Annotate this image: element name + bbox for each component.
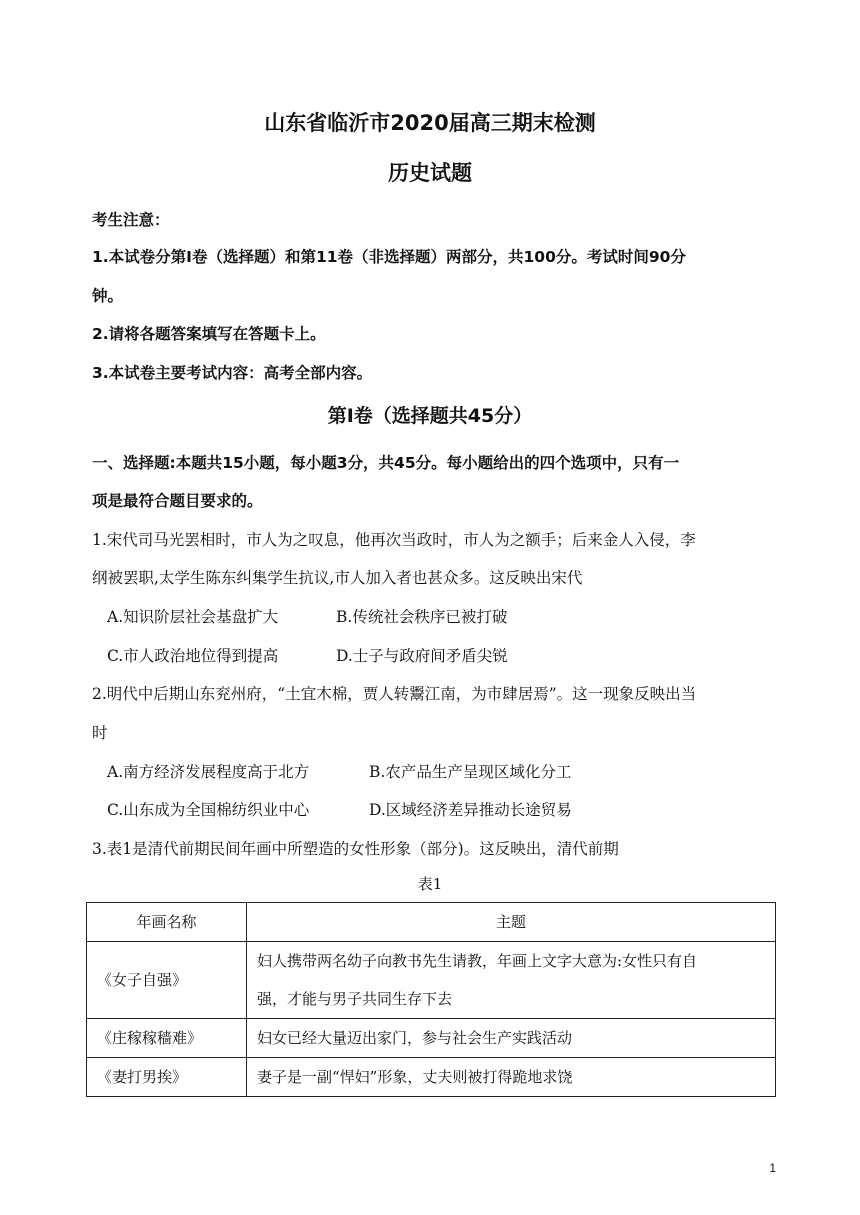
question-2-option-a: A.南方经济发展程度高于北方 xyxy=(107,763,310,781)
table-row xyxy=(87,1019,776,1058)
question-1-option-c: C.市人政治地位得到提高 xyxy=(107,647,279,665)
data-table xyxy=(86,902,776,1097)
table-cell-theme-line: 强，才能与男子共同生存下去 xyxy=(257,990,453,1008)
section-intro: 一、选择题:本题共15小题，每小题3分，共45分。每小题给出的四个选项中，只有一 xyxy=(92,454,680,472)
question-2-stem-cont: 时 xyxy=(92,724,108,742)
question-2-option-b: B.农产品生产呈现区域化分工 xyxy=(369,763,572,781)
table-cell-name: 《妻打男挨》 xyxy=(87,1058,247,1097)
question-2-option-c: C.山东成为全国棉纺织业中心 xyxy=(107,801,310,819)
exam-title: 山东省临沂市2020届高三期末检测 xyxy=(264,111,596,135)
section-title: 第Ⅰ卷（选择题共45分） xyxy=(327,405,533,427)
question-1-stem: 1.宋代司马光罢相时，市人为之叹息，他再次当政时，市人为之额手；后来金人入侵，李 xyxy=(92,531,696,549)
table-cell-theme xyxy=(247,942,776,1019)
notice-heading: 考生注意： xyxy=(92,211,170,229)
question-1-option-b: B.传统社会秩序已被打破 xyxy=(336,608,508,626)
table-cell-theme: 妻子是一副“悍妇”形象，丈夫则被打得跪地求饶 xyxy=(247,1058,776,1097)
question-3-stem: 3.表1是清代前期民间年画中所塑造的女性形象（部分)。这反映出，清代前期 xyxy=(92,840,619,858)
table-header-row xyxy=(87,903,776,942)
question-1-option-a: A.知识阶层社会基盘扩大 xyxy=(107,608,279,626)
question-1-option-d: D.士子与政府间矛盾尖锐 xyxy=(336,647,508,665)
question-1-stem-cont: 纲被罢职,太学生陈东纠集学生抗议,市人加入者也甚众多。这反映出宋代 xyxy=(92,569,583,587)
table-cell-theme-line: 妇人携带两名幼子向教书先生请教，年画上文字大意为:女性只有自 xyxy=(257,952,698,970)
table-row xyxy=(87,1058,776,1097)
table-caption: 表1 xyxy=(417,875,443,893)
notice-item-1-cont: 钟。 xyxy=(92,287,124,305)
table-cell-theme: 妇女已经大量迈出家门，参与社会生产实践活动 xyxy=(247,1019,776,1058)
question-2-option-d: D.区域经济差异推动长途贸易 xyxy=(369,801,572,819)
exam-subtitle: 历史试题 xyxy=(388,161,472,185)
notice-item-1: 1.本试卷分第Ⅰ卷（选择题）和第11卷（非选择题）两部分，共100分。考试时间90分 xyxy=(92,248,686,266)
question-2-stem: 2.明代中后期山东兖州府，“土宜木棉，贾人转鬻江南，为市肆居焉”。这一现象反映出当 xyxy=(92,685,697,703)
page-number: 1 xyxy=(769,1161,776,1175)
table-row xyxy=(87,942,776,1019)
table-cell-name: 《庄稼稼穑难》 xyxy=(87,1019,247,1058)
section-intro-cont: 项是最符合题目要求的。 xyxy=(92,492,263,510)
table-header-theme: 主题 xyxy=(247,903,776,942)
notice-item-2: 2.请将各题答案填写在答题卡上。 xyxy=(92,325,326,343)
notice-item-3: 3.本试卷主要考试内容：高考全部内容。 xyxy=(92,364,373,382)
table-header-name: 年画名称 xyxy=(87,903,247,942)
table-cell-name: 《女子自强》 xyxy=(87,942,247,1019)
